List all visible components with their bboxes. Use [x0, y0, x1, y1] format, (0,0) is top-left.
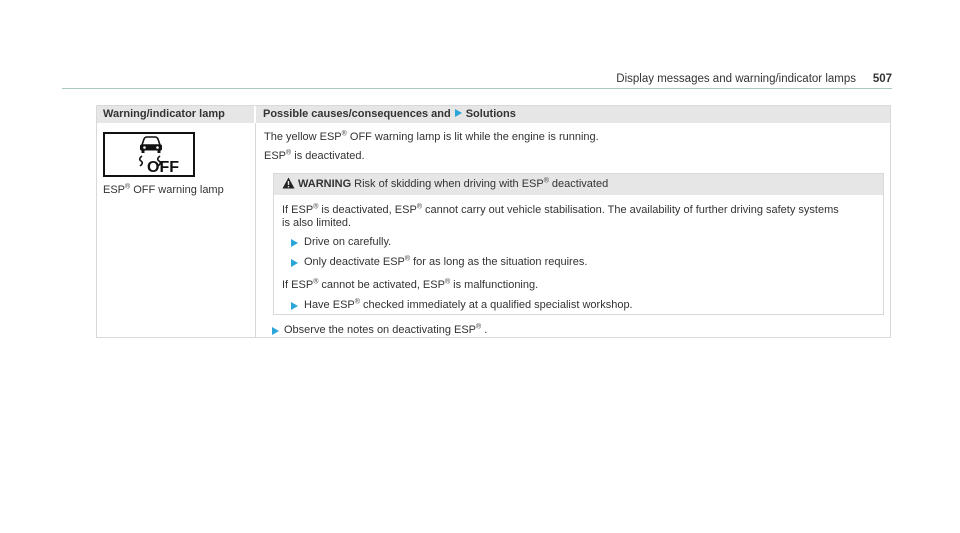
lamp-label-post: OFF warning lamp: [130, 184, 224, 196]
registered-mark: ®: [341, 130, 347, 138]
registered-mark: ®: [404, 255, 411, 263]
warning-lamp-table: [96, 105, 891, 338]
page-header: [62, 73, 892, 89]
malfunction-text: [282, 279, 538, 291]
step-arrow-icon: [291, 259, 298, 267]
step-text: Have ESP: [304, 299, 355, 311]
lamp-icon-text: OFF: [147, 159, 179, 175]
warning-text: cannot carry out vehicle stabilisation. The availability of further driving safety systems: [421, 204, 839, 216]
cause-text: [264, 150, 365, 162]
step-have-checked: [304, 299, 633, 311]
step-text: Only deactivate ESP: [304, 256, 405, 268]
registered-mark: ®: [444, 278, 451, 286]
step-text: .: [481, 324, 488, 336]
warning-paragraph-line1: [282, 204, 839, 216]
column-header-lamp: Warning/indicator lamp: [97, 106, 254, 123]
registered-mark: ®: [543, 177, 549, 185]
warning-text: is deactivated, ESP: [318, 204, 417, 216]
lamp-status-pre: The yellow ESP: [264, 131, 342, 143]
step-text: Observe the notes on deactivating ESP: [284, 324, 477, 336]
registered-mark: ®: [286, 149, 292, 157]
registered-mark: ®: [476, 323, 482, 331]
step-text: checked immediately at a qualified specialist workshop.: [359, 299, 633, 311]
warning-word: WARNING: [298, 178, 352, 190]
cause-pre: ESP: [264, 150, 287, 162]
step-arrow-icon: [291, 239, 298, 247]
registered-mark: ®: [354, 298, 360, 306]
step-observe-notes: [284, 324, 487, 336]
step-text: for as long as the situation requires.: [410, 256, 588, 268]
registered-mark: ®: [313, 278, 319, 286]
step-drive-carefully: Drive on carefully.: [304, 236, 392, 248]
malfunction-text-part: If ESP: [282, 279, 314, 291]
column-divider-line: [255, 123, 256, 337]
warning-header: [274, 174, 883, 195]
step-arrow-icon: [272, 327, 279, 335]
warning-head-post: deactivated: [548, 178, 609, 190]
warning-box: [273, 173, 884, 315]
column-header-solutions-label: Solutions: [465, 108, 516, 120]
warning-text: If ESP: [282, 204, 314, 216]
lamp-status-post: OFF warning lamp is lit while the engine is running.: [346, 131, 599, 143]
lamp-status-text: [264, 131, 599, 143]
column-header-causes: [256, 106, 890, 123]
blue-arrow-icon: [455, 109, 462, 117]
step-arrow-icon: [291, 302, 298, 310]
registered-mark: ®: [313, 203, 319, 211]
registered-mark: ®: [416, 203, 422, 211]
lamp-label-pre: ESP: [103, 184, 126, 196]
malfunction-text-part: is malfunctioning.: [450, 279, 539, 291]
malfunction-text-part: cannot be activated, ESP: [318, 279, 445, 291]
warning-triangle-icon: [282, 177, 295, 189]
lamp-label: [103, 184, 224, 196]
page-number: 507: [872, 73, 892, 85]
esp-off-lamp-icon: [103, 132, 195, 177]
page-header-title: Display messages and warning/indicator lamps: [616, 73, 856, 85]
esp-off-lamp-graphic: [105, 134, 193, 175]
warning-head-pre: Risk of skidding when driving with ESP: [354, 178, 544, 190]
step-deactivate-limit: [304, 256, 587, 268]
cause-post: is deactivated.: [291, 150, 365, 162]
warning-paragraph-line2: is also limited.: [282, 217, 352, 229]
column-header-causes-label: Possible causes/consequences and: [263, 108, 451, 120]
registered-mark: ®: [125, 183, 131, 191]
